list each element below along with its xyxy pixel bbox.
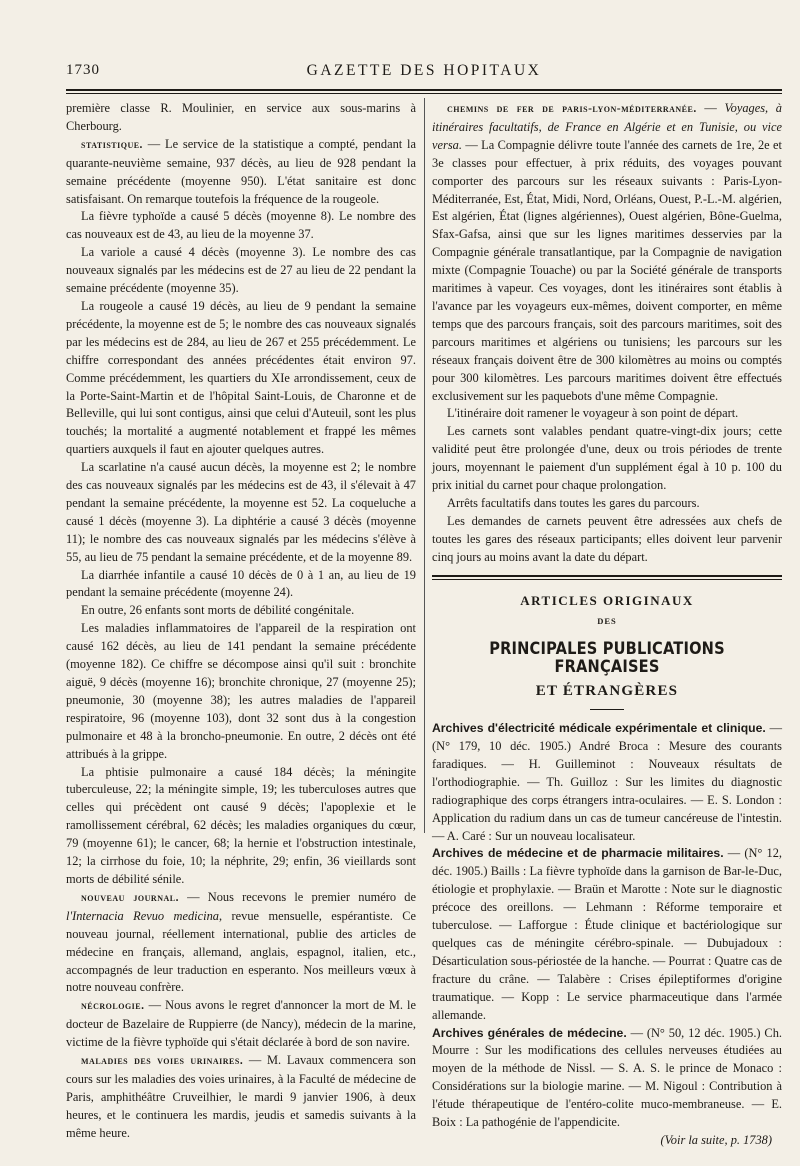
entry-text: — (N° 12, déc. 1905.) Baills : La fièvre typhoïde dans la garnison de Bar-le-Duc, étiologie et prophylaxie. — Braün et Marotte : Note sur le diagnostic précoce des oreillons. — Lehmann : Réforme temporaire et tuberculose. — Lafforgue : Étude clinique et bactériologique sur quelques cas de méningite cérébro-spinale. — Dubujadoux : Désarticulation sous-périostée de la hanche. — Pourrat : Quatre cas de fracture du crâne. — Talabère : Crises épileptiformes d'origine traumatique. — Kopp : Le service pharmaceutique dans l'armée allemande. (432, 846, 782, 1022)
section-title-etrangeres: ET ÉTRANGÈRES (535, 683, 679, 700)
paragraph-arrets: Arrêts facultatifs dans toutes les gares du parcours. (447, 495, 700, 510)
voies-urinaires-text: — M. Lavaux commencera son cours sur les maladies des voies urinaires, à la Faculté de médecine de Paris, amphithéâtre Cruveilhier, le mardi 9 janvier 1906, à deux heures, et le continuera les mardis, jeudis et samedis suivants à la même heure. (66, 1053, 416, 1140)
paragraph-statistique (66, 136, 416, 209)
necrologie-text: — Nous avons le regret d'annoncer la mort de M. le docteur de Bazelaire de Ruppierre (de Nancy), médecin de la marine, victime de la fièvre typhoïde qui s'était déclarée à bord de son navire. (66, 998, 416, 1050)
plm-subtitle: Voyages, à itinéraires facultatifs, de France en Algérie et en Tunisie, ou vice versa. (432, 101, 782, 152)
entry-title: Archives de médecine et de pharmacie militaires. (432, 846, 724, 861)
page-header (66, 62, 782, 84)
nouveau-journal-text-end: , revue mensuelle, espérantiste. Ce nouveau journal, réellement international, publie des articles de médecine en français, allemand, anglais, espagnol, italien, etc., accompagnés de leur traduction en esperanto. Nos meilleurs vœux à notre nouveau confrère. (66, 908, 417, 995)
header-rule (66, 89, 782, 91)
paragraph-necrologie (66, 997, 416, 1052)
section-separator (432, 575, 782, 580)
plm-text: — La Compagnie délivre toute l'année des carnets de 1re, 2e et 3e classes pour effectuer, à prix réduits, des voyages pouvant comporter des parcours sur les réseaux suivants : Paris-Lyon-Méditerranée, Est, État, Midi, Nord, Orléans, Ouest, P.-L.-M. algérien, Est algérien, État (lignes algériennes), Ouest algérien, Bône-Guelma, Sfax-Gafsa, ainsi que sur les lignes maritimes desservies par la Compagnie générale transatlantique, par la Compagnie de navigation mixte (Compagnie Touache) ou par la Société générale de transports maritimes à vapeur. Ces voyages, dont les itinéraires sont établis à l'avance par les voyageurs eux-mêmes, doivent comporter, en même temps que des parcours français, soit des parcours maritimes, soit des parcours maritimes et algériens ou tunisiens; les parcours sur les réseaux français doivent être de 300 kilomètres au moins ou comptés pour 300 kilomètres. Les parcours maritimes doivent être effectués exclusivement sur les paquebots d'une même Compagnie. (432, 137, 782, 403)
entry-text: — (N° 179, 10 déc. 1905.) André Broca : Mesure des courants faradiques. — H. Guilleminot : Nouveaux résultats de l'orthodiographie. — Th. Guilloz : Sur les limites du diagnostic radiographique des corps étrangers intra-oculaires. — E. S. London : Application du radium dans un cas de tumeur cancéreuse de l'intestin. — A. Caré : Sur un nouveau localisateur. (432, 721, 782, 843)
paragraph-scarlatine: La scarlatine n'a causé aucun décès, la moyenne est 2; le nombre des cas nouveaux signalés par les médecins est de 43, il s'élevait à 47 pendant la semaine précédente, la moyenne est 52. La coqueluche a causé 1 décès (moyenne 3). La diphtérie a causé 3 décès (moyenne 11); le nombre des cas nouveaux signalés par les médecins s'élève à 55, au lieu de 75 pendant la semaine précédente, et de la moyenne 89. (66, 460, 416, 564)
paragraph-typhoide: La fièvre typhoïde a causé 5 décès (moyenne 8). Le nombre des cas nouveaux est de 43, au lieu de la moyenne 37. (66, 209, 416, 242)
paragraph-demandes: Les demandes de carnets peuvent être adressées aux chefs de toutes les gares des réseaux participants; elles doivent leur parvenir cinq jours au moins avant la date du départ. (432, 513, 782, 564)
statistique-text: — Le service de la statistique a compté, pendant la quarante-neuvième semaine, 937 décès, au lieu de 928 pendant la semaine précédente (moyenne 950). L'état sanitaire est donc satisfaisant. On remarque toutefois la fréquence de la rougeole. (66, 136, 416, 206)
page-number: 1730 (66, 62, 100, 78)
paragraph-phtisie: La phtisie pulmonaire a causé 184 décès; la méningite tuberculeuse, 22; la méningite simple, 19; les tuberculoses autres que celles qui précèdent ont causé 9 décès; l'apoplexie et le ramollissement cérébral, 62 décès; les maladies organiques du cœur, 79 (moyenne 61); le cancer, 68; la hernie et l'obstruction intestinale, 12; la cirrhose du foie, 10; la néphrite, 29; enfin, 36 vieillards sont morts de débilité sénile. (66, 764, 416, 886)
nouveau-journal-text: — Nous recevons le premier numéro de (178, 889, 416, 904)
paragraph-carnets: Les carnets sont valables pendant quatre-vingt-dix jours; cette validité peut être prolongée d'une, deux ou trois périodes de trente jours, moyennant le paiement d'un supplément égal à 10 p. 100 du prix initial du carnet pour chaque prolongation. (432, 424, 782, 493)
paragraph-rougeole: La rougeole a causé 19 décès, au lieu de 9 pendant la semaine précédente, la moyenne est de 5; le nombre des cas nouveaux signalés par les médecins est de 284, au lieu de 267 et 255 précédemment. Le chiffre correspondant des années précédentes était environ 97. Comme précédemment, les quartiers du XIe arrondissement, ceux de la Porte-Saint-Martin et de l'hôpital Saint-Louis, de Charonne et de Belleville, qui lui sont contigus, ainsi que celui d'Auteuil, sont les plus touchés; la mortalité a augmenté notablement et frappé les mêmes quartiers auxquels il faut en ajouter quelques autres. (66, 298, 416, 457)
paragraph-itineraire: L'itinéraire doit ramener le voyageur à son point de départ. (447, 406, 739, 421)
left-column (66, 100, 416, 1143)
plm-lead: chemins de fer de paris-lyon-méditerranée. (447, 103, 697, 115)
necrologie-lead: nécrologie. (81, 1000, 145, 1013)
section-title-des: DES (597, 616, 617, 627)
section-title-publications: PRINCIPALES PUBLICATIONS FRANÇAISES (489, 639, 725, 678)
paragraph-voies-urinaires (66, 1052, 416, 1143)
paragraph-nouveau-journal (66, 889, 416, 997)
header-rule-thin (66, 93, 782, 94)
entry-archives-militaires (432, 845, 782, 1024)
paragraph-plm (432, 100, 782, 405)
paragraph-diarrhee: La diarrhée infantile a causé 10 décès de 0 à 1 an, au lieu de 19 pendant la semaine précédente (moyenne 24). (66, 567, 416, 600)
entry-title: Archives générales de médecine. (432, 1025, 627, 1040)
nouveau-journal-lead: nouveau journal. (81, 891, 179, 904)
column-divider (424, 98, 425, 833)
plm-dash: — (696, 101, 725, 115)
voies-urinaires-lead: maladies des voies urinaires. (81, 1055, 244, 1068)
right-column (432, 100, 782, 1150)
paragraph-variole: La variole a causé 4 décès (moyenne 3). Le nombre des cas nouveaux signalés par les médecins est de 27 au lieu de 22 pendant la semaine précédente (moyenne 35). (66, 245, 416, 296)
entry-archives-electricite (432, 720, 782, 845)
section-title-articles: ARTICLES ORIGINAUX (520, 592, 694, 608)
continued-note: (Voir la suite, p. 1738) (660, 1132, 772, 1147)
paragraph-respiratoire: Les maladies inflammatoires de l'appareil de la respiration ont causé 162 décès, au lieu de 141 pendant la semaine précédente (moyenne 182). Ce chiffre se décompose ainsi qu'il suit : bronchite aiguë, 9 décès (moyenne 16); bronchite chronique, 27 (moyenne 25); pneumonie, 30 (moyenne 38); les autres maladies de l'appareil respiratoire, 96 (moyenne 103), dont 32 sont dus à la congestion pulmonaire et 48 à la broncho-pneumonie. En outre, 2 décès ont été attribués à la grippe. (66, 621, 416, 761)
journal-name: l'Internacia Revuo medicina (66, 908, 219, 923)
entry-text: — (N° 50, 12 déc. 1905.) Ch. Mourre : Sur les modifications des cellules nerveuses étudiées au moyen de la méthode de Nissl. — S. A. S. le prince de Monaco : Considérations sur la biologie marine. — M. Nigoul : Contribution à l'étude thérapeutique de l'entéro-colite muco-membraneuse. — E. Boix : La pathogénie de l'appendicite. (432, 1025, 782, 1130)
entry-title: Archives d'électricité médicale expérimentale et clinique. (432, 721, 766, 736)
paragraph-debilite: En outre, 26 enfants sont morts de débilité congénitale. (81, 603, 355, 618)
statistique-lead: statistique. (81, 138, 143, 151)
short-rule (590, 709, 624, 710)
entry-archives-generales (432, 1025, 782, 1132)
paragraph-moulinier: première classe R. Moulinier, en service aux sous-marins à Cherbourg. (66, 101, 416, 133)
journal-title: GAZETTE DES HOPITAUX (306, 62, 542, 79)
